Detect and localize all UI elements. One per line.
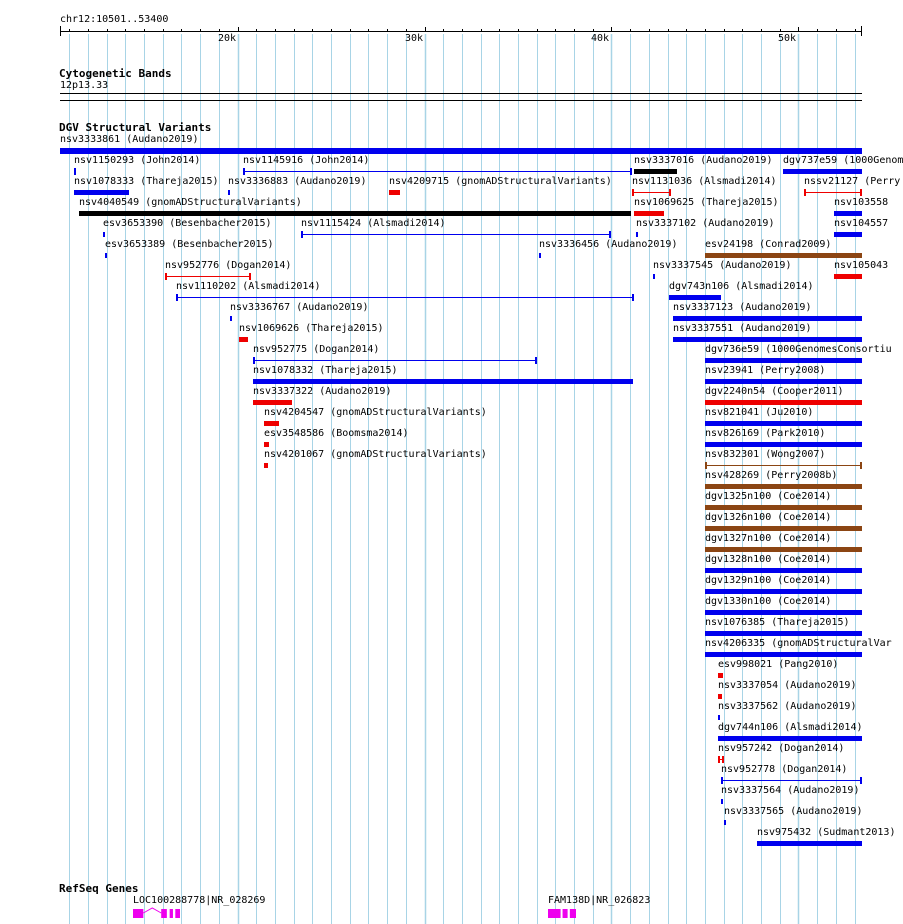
variant-bar	[718, 736, 862, 741]
ruler-tick	[724, 29, 725, 32]
ruler[interactable]	[0, 0, 890, 44]
variant-feature[interactable]	[721, 777, 862, 784]
variant-bar	[74, 190, 129, 195]
variant-feature[interactable]	[636, 231, 638, 238]
variant-feature[interactable]	[705, 462, 862, 469]
variant-label: dgv743n106 (Alsmadi2014)	[669, 281, 814, 292]
ruler-edge	[60, 26, 61, 36]
ruler-tick	[368, 29, 369, 32]
variant-label: nsv3336767 (Audano2019)	[230, 302, 369, 313]
variant-label: esv3548586 (Boomsma2014)	[264, 428, 409, 439]
variant-feature[interactable]	[634, 168, 677, 175]
variant-feature[interactable]	[103, 231, 105, 238]
variant-feature[interactable]	[705, 567, 862, 574]
variant-span-line	[301, 234, 611, 235]
variant-bar	[705, 442, 862, 447]
variant-span-cap	[535, 357, 537, 364]
variant-label: nsv4040549 (gnomADStructuralVariants)	[79, 197, 302, 208]
variant-bar	[673, 316, 862, 321]
gene-glyph[interactable]	[548, 907, 576, 919]
ruler-tick	[462, 29, 463, 32]
variant-label: esv998021 (Pang2010)	[718, 659, 839, 670]
ruler-tick	[312, 29, 313, 32]
variant-bar	[79, 211, 631, 216]
variant-label: nsv957242 (Dogan2014)	[718, 743, 845, 754]
variant-label: nsv1078332 (Thareja2015)	[253, 365, 398, 376]
variant-feature[interactable]	[228, 189, 230, 196]
variant-label: dgv2240n54 (Cooper2011)	[705, 386, 844, 397]
ruler-tick	[555, 29, 556, 32]
variant-feature[interactable]	[705, 630, 862, 637]
ruler-tick	[294, 29, 295, 32]
variant-label: nsv3337123 (Audano2019)	[673, 302, 812, 313]
variant-bar	[705, 631, 862, 636]
ruler-tick	[761, 29, 762, 32]
gene-label: FAM138D|NR_026823	[548, 895, 651, 906]
variant-bar	[721, 799, 723, 804]
variant-label: nsv3337551 (Audano2019)	[673, 323, 812, 334]
variant-feature[interactable]	[253, 378, 633, 385]
ruler-tick	[406, 29, 407, 32]
ruler-tick	[593, 29, 594, 32]
ruler-tick	[855, 29, 856, 32]
ruler-tick-label: 40k	[591, 33, 610, 44]
variant-feature[interactable]	[834, 231, 862, 238]
variant-feature[interactable]	[834, 210, 862, 217]
variant-label: nsv1069625 (Thareja2015)	[634, 197, 779, 208]
variant-span-cap	[632, 189, 634, 196]
variant-bar	[757, 841, 862, 846]
variant-feature[interactable]	[669, 294, 721, 301]
gene-glyph[interactable]	[133, 907, 180, 919]
track-title-refseq: RefSeq Genes	[59, 882, 139, 895]
variant-bar	[834, 211, 862, 216]
gene-exon	[570, 909, 576, 918]
variant-bar	[705, 547, 862, 552]
track-title-dgv: DGV Structural Variants	[59, 121, 212, 134]
variant-label: nsv3337562 (Audano2019)	[718, 701, 857, 712]
gene-exon	[161, 909, 167, 918]
variant-label: nsv3333861 (Audano2019)	[60, 134, 199, 145]
variant-span-line	[632, 192, 671, 193]
variant-label: nsv4209715 (gnomADStructuralVariants)	[389, 176, 612, 187]
variant-span-line	[253, 360, 537, 361]
variant-label: nsv3337102 (Audano2019)	[636, 218, 775, 229]
variant-feature[interactable]	[243, 168, 632, 175]
gene-label: LOC100288778|NR_028269	[133, 895, 266, 906]
variant-bar	[705, 568, 862, 573]
gene-intron	[143, 908, 161, 913]
variant-feature[interactable]	[60, 147, 862, 154]
variant-feature[interactable]	[724, 819, 726, 826]
variant-feature[interactable]	[705, 420, 862, 427]
variant-bar	[634, 211, 664, 216]
variant-span-line	[176, 297, 634, 298]
variant-span-cap	[301, 231, 303, 238]
variant-bar	[539, 253, 541, 258]
variant-feature[interactable]	[757, 840, 862, 847]
variant-feature[interactable]	[264, 462, 268, 469]
variant-label: dgv1325n100 (Coe2014)	[705, 491, 832, 502]
variant-label: nsv3337565 (Audano2019)	[724, 806, 863, 817]
variant-bar	[718, 694, 722, 699]
variant-bar	[705, 484, 862, 489]
ruler-tick	[611, 27, 612, 32]
variant-feature[interactable]	[718, 756, 724, 763]
ruler-tick	[144, 29, 145, 32]
ruler-tick	[331, 29, 332, 32]
variant-label: nsv1076385 (Thareja2015)	[705, 617, 850, 628]
variant-bar	[724, 820, 726, 825]
cytoband-line-bottom	[60, 100, 862, 101]
ruler-tick	[705, 29, 706, 32]
variant-bar	[718, 715, 720, 720]
variant-bar	[105, 253, 107, 258]
gene-exon	[175, 909, 180, 918]
ruler-tick	[200, 29, 201, 32]
variant-label: dgv1329n100 (Coe2014)	[705, 575, 832, 586]
variant-bar	[705, 253, 862, 258]
variant-span-cap	[165, 273, 167, 280]
variant-label: nsv3337564 (Audano2019)	[721, 785, 860, 796]
variant-bar	[264, 421, 279, 426]
ruler-tick	[780, 29, 781, 32]
variant-label: dgv1328n100 (Coe2014)	[705, 554, 832, 565]
variant-feature[interactable]	[230, 315, 232, 322]
variant-feature[interactable]	[705, 252, 862, 259]
ruler-tick	[817, 29, 818, 32]
variant-label: nsv103558	[834, 197, 889, 208]
variant-label: nsv4204547 (gnomADStructuralVariants)	[264, 407, 487, 418]
variant-bar	[718, 673, 723, 678]
variant-bar	[673, 337, 862, 342]
variant-span-cap	[860, 462, 862, 469]
variant-span-line	[804, 192, 862, 193]
ruler-tick	[742, 29, 743, 32]
variant-span-cap	[632, 294, 634, 301]
variant-bar	[705, 400, 862, 405]
ruler-tick	[798, 27, 799, 32]
variant-feature[interactable]	[634, 210, 664, 217]
variant-label: nsv1145916 (John2014)	[243, 155, 370, 166]
variant-label: dgv744n106 (Alsmadi2014)	[718, 722, 863, 733]
variant-label: nsv1069626 (Thareja2015)	[239, 323, 384, 334]
ruler-tick	[425, 27, 426, 32]
variant-label: esv3653389 (Besenbacher2015)	[105, 239, 274, 250]
variant-feature[interactable]	[834, 273, 862, 280]
variant-feature[interactable]	[301, 231, 611, 238]
variant-bar	[389, 190, 400, 195]
variant-span-cap	[609, 231, 611, 238]
variant-label: dgv737e59 (1000Genom	[783, 155, 903, 166]
variant-feature[interactable]	[253, 357, 537, 364]
variant-label: nsv821041 (Ju2010)	[705, 407, 814, 418]
variant-span-line	[705, 465, 862, 466]
variant-label: nsv3337545 (Audano2019)	[653, 260, 792, 271]
variant-feature[interactable]	[705, 441, 862, 448]
variant-feature[interactable]	[804, 189, 862, 196]
variant-feature[interactable]	[632, 189, 671, 196]
variant-label: dgv736e59 (1000GenomesConsortiu	[705, 344, 892, 355]
variant-bar	[253, 379, 633, 384]
variant-label: nsv1115424 (Alsmadi2014)	[301, 218, 446, 229]
variant-feature[interactable]	[165, 273, 251, 280]
variant-bar	[228, 190, 230, 195]
ruler-tick	[219, 29, 220, 32]
variant-feature[interactable]	[74, 168, 76, 175]
gene-exon	[133, 909, 143, 918]
ruler-edge	[861, 26, 862, 36]
ruler-tick-label: 30k	[405, 33, 424, 44]
variant-bar	[834, 232, 862, 237]
variant-label: nsv832301 (Wong2007)	[705, 449, 826, 460]
variant-label: nsv1078333 (Thareja2015)	[74, 176, 219, 187]
variant-label: dgv1327n100 (Coe2014)	[705, 533, 832, 544]
variant-feature[interactable]	[705, 546, 862, 553]
variant-label: nsv3337054 (Audano2019)	[718, 680, 857, 691]
variant-feature[interactable]	[705, 525, 862, 532]
variant-bar	[669, 295, 721, 300]
ruler-tick	[350, 29, 351, 32]
variant-feature[interactable]	[705, 357, 862, 364]
variant-feature[interactable]	[673, 336, 862, 343]
variant-span-cap	[705, 462, 707, 469]
variant-span-cap	[243, 168, 245, 175]
variant-feature[interactable]	[264, 441, 269, 448]
variant-label: nsv826169 (Park2010)	[705, 428, 826, 439]
variant-label: nsv23941 (Perry2008)	[705, 365, 826, 376]
variant-feature[interactable]	[176, 294, 634, 301]
variant-label: nsv3336456 (Audano2019)	[539, 239, 678, 250]
variant-label: nsv428269 (Perry2008b)	[705, 470, 838, 481]
variant-feature[interactable]	[718, 693, 722, 700]
variant-span-cap	[669, 189, 671, 196]
ruler-tick	[107, 29, 108, 32]
ruler-tick	[69, 29, 70, 32]
ruler-tick	[574, 29, 575, 32]
variant-label: nsv952776 (Dogan2014)	[165, 260, 292, 271]
variant-feature[interactable]	[718, 672, 723, 679]
variant-span-cap	[718, 756, 720, 763]
variant-feature[interactable]	[705, 504, 862, 511]
variant-bar	[264, 442, 269, 447]
variant-feature[interactable]	[705, 399, 862, 406]
ruler-tick	[181, 29, 182, 32]
variant-feature[interactable]	[539, 252, 541, 259]
variant-bar	[653, 274, 655, 279]
variant-span-cap	[253, 357, 255, 364]
ruler-tick	[499, 29, 500, 32]
variant-feature[interactable]	[705, 588, 862, 595]
variant-label: nssv21127 (Perry	[804, 176, 901, 187]
variant-feature[interactable]	[673, 315, 862, 322]
ruler-tick	[88, 29, 89, 32]
variant-label: nsv105043	[834, 260, 889, 271]
variant-label: esv3653390 (Besenbacher2015)	[103, 218, 272, 229]
variant-span-line	[721, 780, 862, 781]
variant-span-cap	[176, 294, 178, 301]
variant-bar	[705, 652, 862, 657]
variant-bar	[634, 169, 677, 174]
variant-label: nsv1110202 (Alsmadi2014)	[176, 281, 321, 292]
variant-feature[interactable]	[105, 252, 107, 259]
variant-feature[interactable]	[79, 210, 631, 217]
variant-span-line	[243, 171, 632, 172]
variant-label: dgv1326n100 (Coe2014)	[705, 512, 832, 523]
variant-span-cap	[722, 756, 724, 763]
variant-bar	[705, 526, 862, 531]
variant-bar	[705, 589, 862, 594]
ruler-tick	[649, 29, 650, 32]
cytoband-line-top	[60, 93, 862, 94]
variant-span-cap	[860, 777, 862, 784]
variant-bar	[705, 505, 862, 510]
variant-label: nsv952775 (Dogan2014)	[253, 344, 380, 355]
ruler-tick	[836, 29, 837, 32]
variant-bar	[705, 610, 862, 615]
variant-span-line	[165, 276, 251, 277]
variant-feature[interactable]	[653, 273, 655, 280]
variant-span-cap	[721, 777, 723, 784]
variant-label: nsv4206335 (gnomADStructuralVar	[705, 638, 892, 649]
gene-exon	[170, 909, 173, 918]
ruler-tick	[238, 27, 239, 32]
ruler-tick	[481, 29, 482, 32]
variant-bar	[705, 421, 862, 426]
ruler-tick	[537, 29, 538, 32]
variant-feature[interactable]	[74, 189, 129, 196]
variant-label: nsv1131036 (Alsmadi2014)	[632, 176, 777, 187]
variant-label: dgv1330n100 (Coe2014)	[705, 596, 832, 607]
ruler-tick	[275, 29, 276, 32]
variant-feature[interactable]	[253, 399, 292, 406]
variant-feature[interactable]	[718, 714, 720, 721]
variant-feature[interactable]	[705, 651, 862, 658]
ruler-tick	[443, 29, 444, 32]
variant-feature[interactable]	[705, 483, 862, 490]
variant-label: nsv952778 (Dogan2014)	[721, 764, 848, 775]
variant-span-cap	[804, 189, 806, 196]
variant-bar	[103, 232, 105, 237]
variant-feature[interactable]	[705, 609, 862, 616]
variant-label: nsv3337322 (Audano2019)	[253, 386, 392, 397]
variant-bar	[60, 148, 862, 154]
variant-label: nsv104557	[834, 218, 889, 229]
ruler-tick	[125, 29, 126, 32]
variant-bar	[705, 358, 862, 363]
ruler-tick	[518, 29, 519, 32]
track-title-cytoband: Cytogenetic Bands	[59, 67, 172, 80]
variant-bar	[705, 379, 862, 384]
variant-bar	[264, 463, 268, 468]
variant-feature[interactable]	[264, 420, 279, 427]
variant-feature[interactable]	[239, 336, 248, 343]
variant-span-cap	[860, 189, 862, 196]
variant-label: nsv4201067 (gnomADStructuralVariants)	[264, 449, 487, 460]
variant-label: nsv3336883 (Audano2019)	[228, 176, 367, 187]
variant-feature[interactable]	[718, 735, 862, 742]
gene-exon	[563, 909, 568, 918]
variant-label: nsv975432 (Sudmant2013)	[757, 827, 896, 838]
ruler-tick-label: 50k	[778, 33, 797, 44]
ruler-tick	[387, 29, 388, 32]
variant-span-cap	[74, 168, 76, 175]
variant-span-cap	[249, 273, 251, 280]
variant-bar	[783, 169, 862, 174]
variant-feature[interactable]	[705, 378, 862, 385]
variant-bar	[230, 316, 232, 321]
ruler-location-label: chr12:10501..53400	[60, 14, 169, 25]
variant-feature[interactable]	[389, 189, 400, 196]
variant-bar	[253, 400, 292, 405]
variant-bar	[636, 232, 638, 237]
variant-label: esv24198 (Conrad2009)	[705, 239, 832, 250]
variant-span-cap	[630, 168, 632, 175]
cytoband-label: 12p13.33	[60, 80, 109, 91]
variant-feature[interactable]	[783, 168, 862, 175]
gene-exon	[548, 909, 561, 918]
variant-label: nsv1150293 (John2014)	[74, 155, 201, 166]
variant-bar	[239, 337, 248, 342]
ruler-tick	[163, 29, 164, 32]
ruler-tick	[256, 29, 257, 32]
ruler-tick	[668, 29, 669, 32]
variant-label: nsv3337016 (Audano2019)	[634, 155, 773, 166]
ruler-tick	[686, 29, 687, 32]
variant-feature[interactable]	[721, 798, 723, 805]
ruler-tick	[630, 29, 631, 32]
variant-bar	[834, 274, 862, 279]
ruler-tick-label: 20k	[218, 33, 237, 44]
